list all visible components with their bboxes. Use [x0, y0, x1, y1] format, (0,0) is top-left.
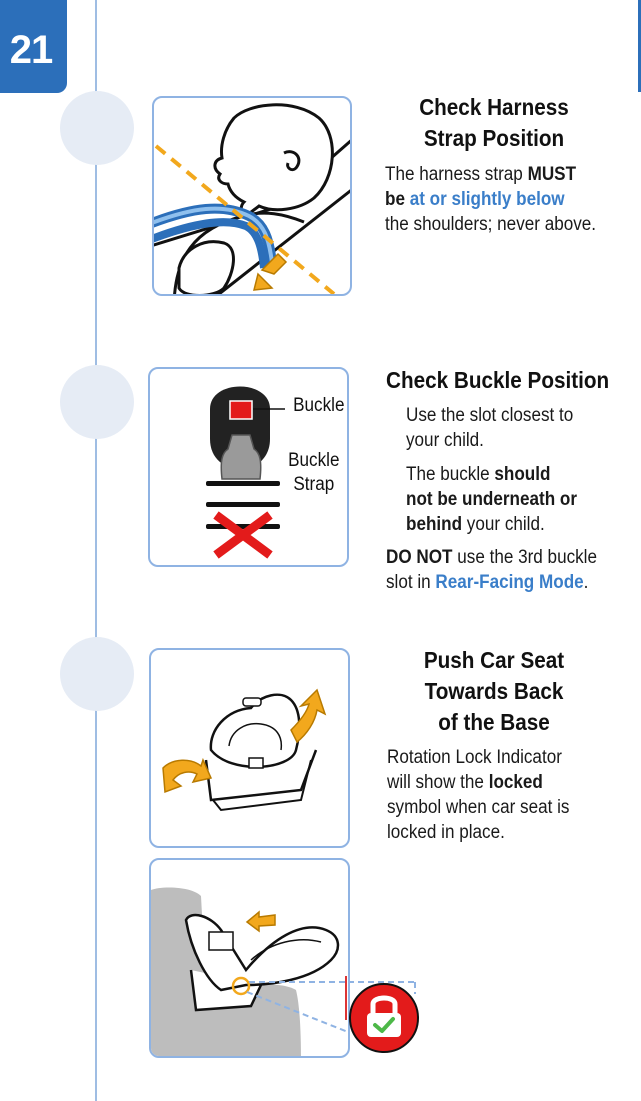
- buckle-warning: DO NOT use the 3rd buckle slot in Rear-Facing Mode.: [386, 547, 597, 593]
- harness-text: The harness strap MUST be at or slightly below the shoulders; never above.: [385, 164, 597, 235]
- step-marker-2: [60, 365, 134, 439]
- page-number: 21: [9, 28, 53, 72]
- buckle-label: Buckle: [293, 395, 345, 416]
- step-marker-1: [60, 91, 134, 165]
- lock-indicator-icon: [340, 970, 440, 1055]
- buckle-point-2: The buckle should not be underneath or behind your child.: [406, 464, 577, 535]
- vehicle-seat-panel: [149, 858, 350, 1058]
- push-heading: Push Car Seat Towards Back of the Base: [423, 647, 565, 735]
- step-marker-3: [60, 637, 134, 711]
- buckle-point-1: Use the slot closest to your child.: [406, 405, 574, 451]
- buckle-strap-label: Buckle Strap: [288, 450, 340, 495]
- rotate-arrow-icon: [151, 650, 348, 846]
- rotation-panel: [149, 648, 350, 848]
- harness-illustration-panel: [152, 96, 352, 296]
- harness-heading: Check Harness Strap Position: [419, 94, 569, 151]
- push-text: Rotation Lock Indicator will show the locked symbol when car seat is locked in place.: [387, 747, 570, 843]
- step-timeline: [95, 0, 97, 1101]
- push-arrow-icon: [151, 860, 348, 1056]
- child-head-illustration: [154, 98, 350, 294]
- buckle-heading: Check Buckle Position: [386, 367, 610, 393]
